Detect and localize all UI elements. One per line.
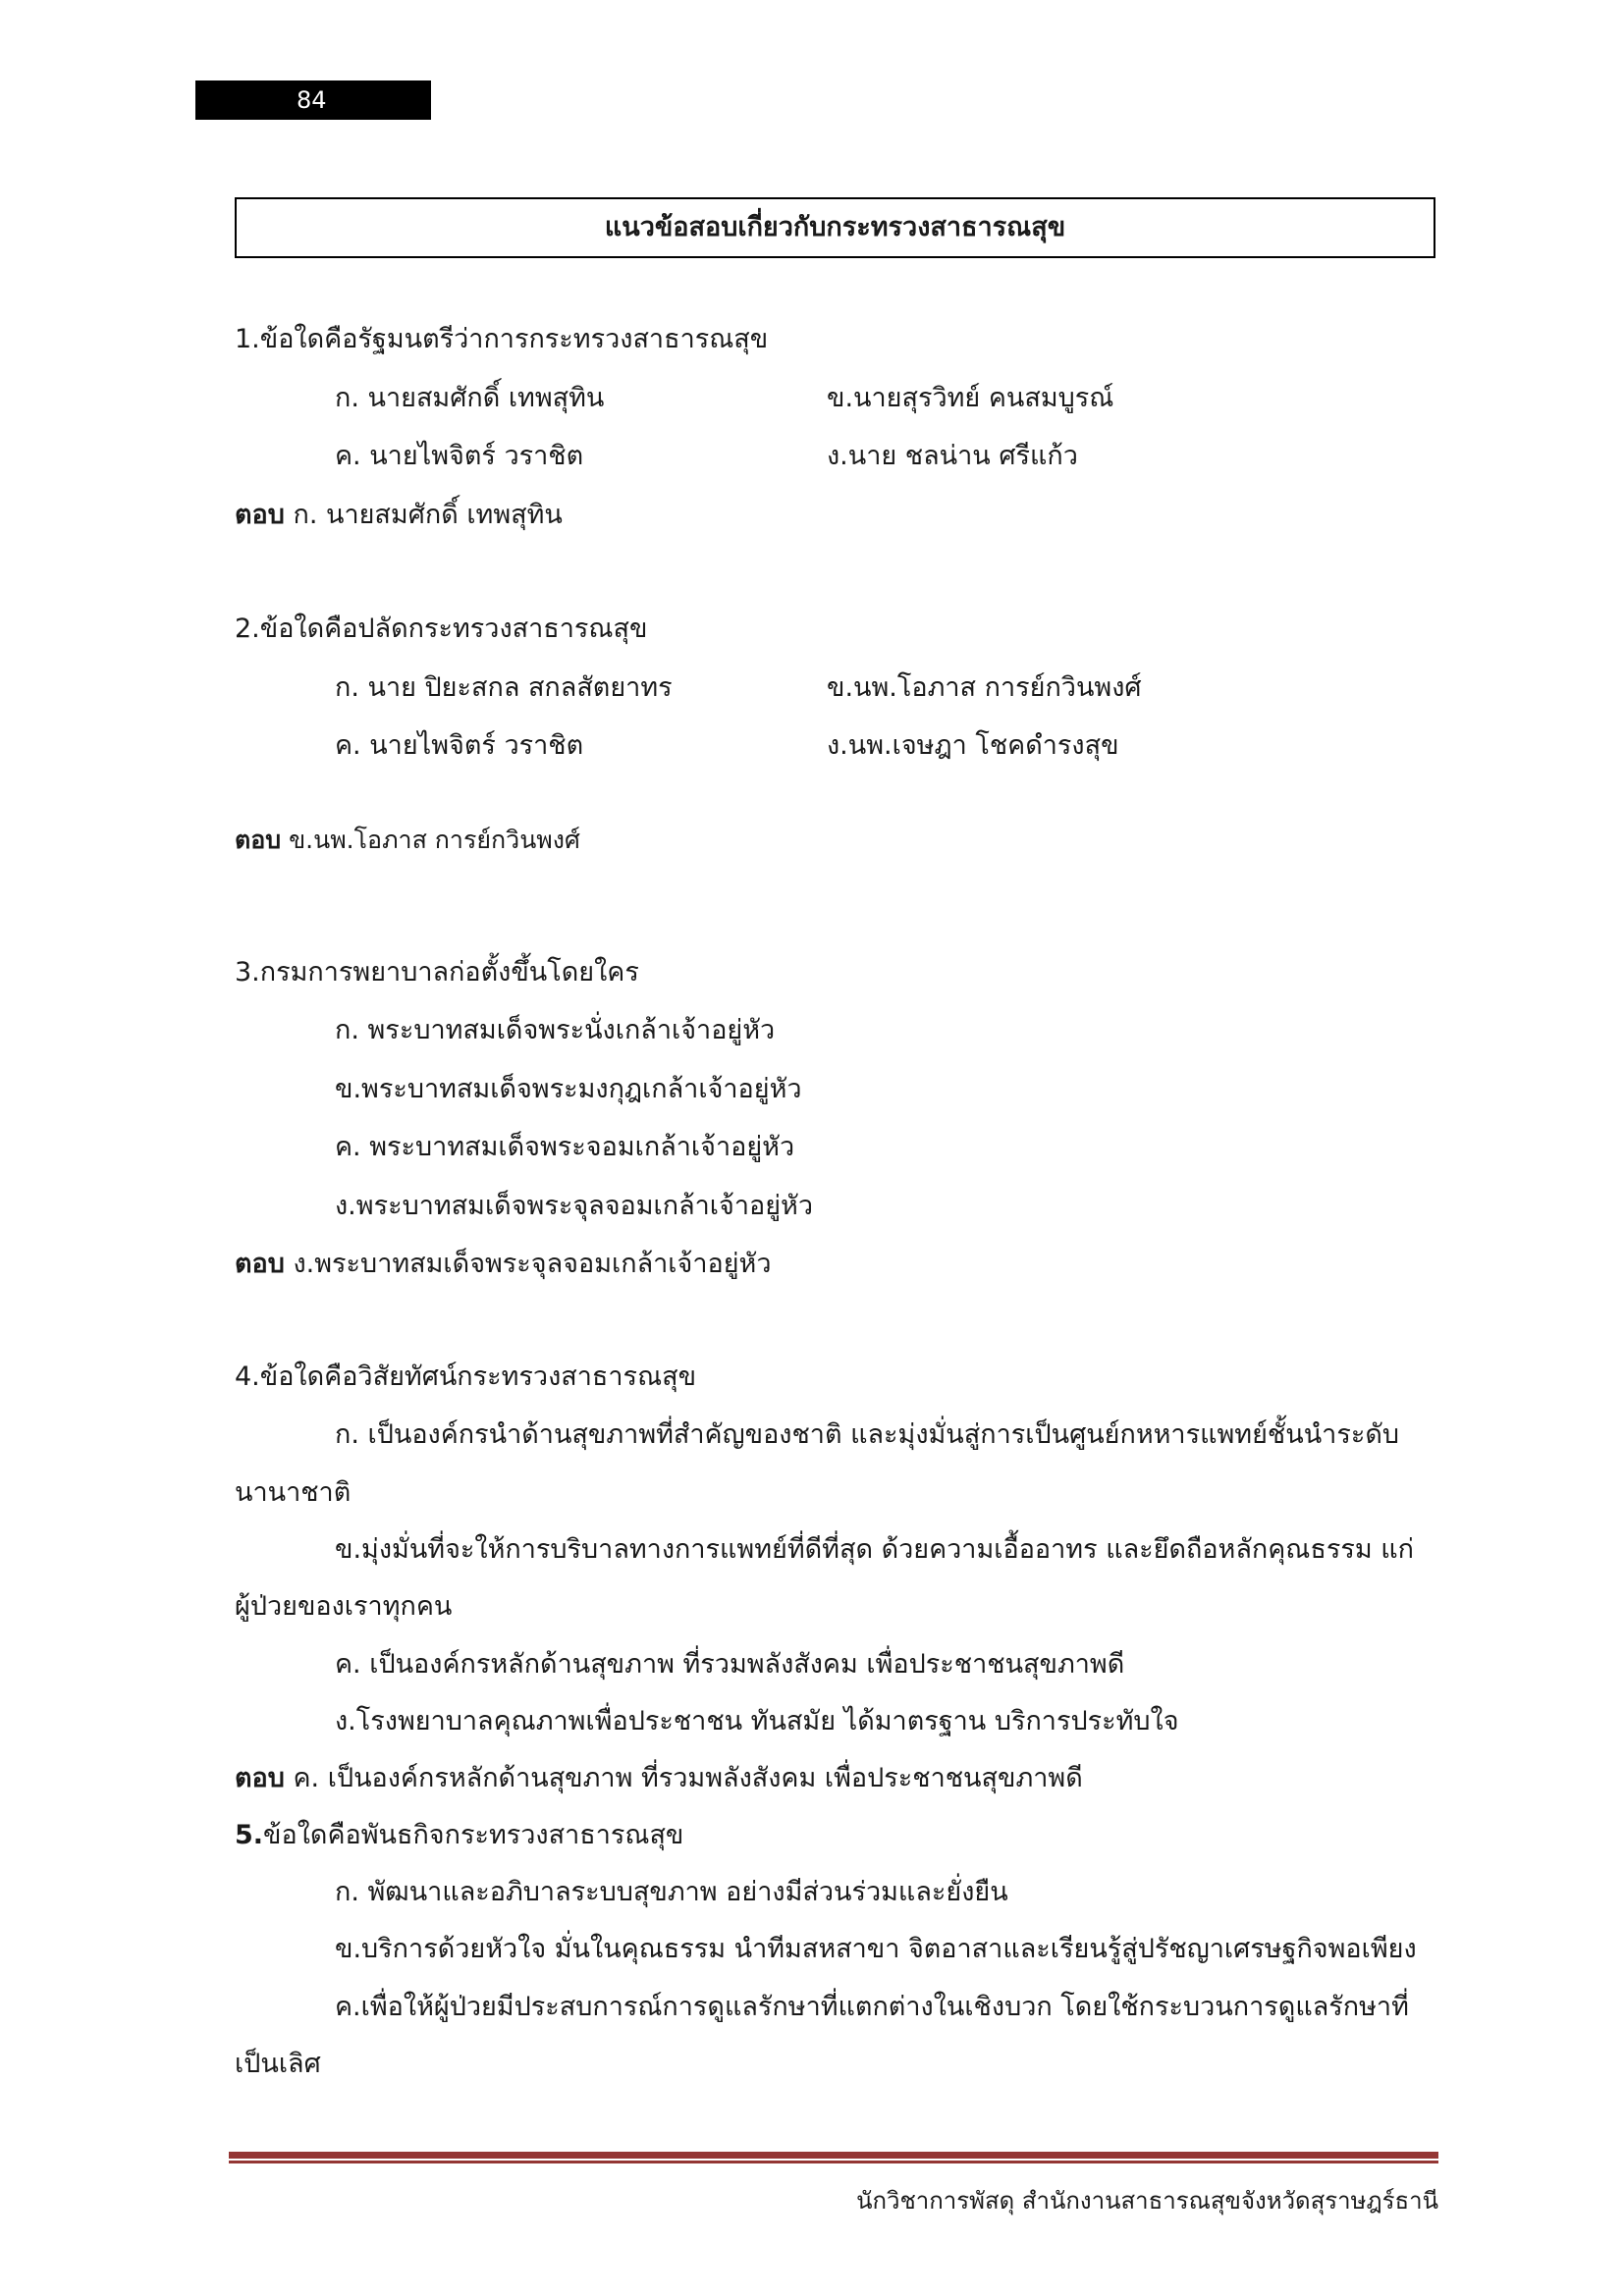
answer-label: ตอบ [235, 500, 285, 530]
q5-option-c: ค.เพื่อให้ผู้ป่วยมีประสบการณ์การดูแลรักษาที่แตกต่างในเชิงบวก โดยใช้กระบวนการดูแลรักษาที่ [335, 1992, 1409, 2022]
q4-option-c: ค. เป็นองค์กรหลักด้านสุขภาพ ที่รวมพลังสังคม เพื่อประชาชนสุขภาพดี [335, 1649, 1125, 1680]
q1-option-a: ก. นายสมศักดิ์ เทพสุทิน [335, 383, 605, 413]
q3-answer [235, 1247, 772, 1282]
q3-option-a: ก. พระบาทสมเด็จพระนั่งเกล้าเจ้าอยู่หัว [335, 1015, 776, 1045]
q5-question [235, 1818, 683, 1853]
q2-option-b: ข.นพ.โอภาส การย์กวินพงศ์ [827, 672, 1142, 703]
q4-answer [235, 1761, 1083, 1796]
answer-label: ตอบ [235, 1763, 285, 1793]
q1-question: 1.ข้อใดคือรัฐมนตรีว่าการกระทรวงสาธารณสุข [235, 324, 769, 354]
q5-question-text: ข้อใดคือพันธกิจกระทรวงสาธารณสุข [263, 1820, 684, 1850]
q4-option-b-cont: ผู้ป่วยของเราทุกคน [235, 1591, 453, 1622]
q1-answer [235, 498, 563, 533]
q4-question: 4.ข้อใดคือวิสัยทัศน์กระทรวงสาธารณสุข [235, 1362, 697, 1392]
footer-text: นักวิชาการพัสดุ สำนักงานสาธารณสุขจังหวัดสุราษฎร์ธานี [856, 2187, 1438, 2215]
q4-option-d: ง.โรงพยาบาลคุณภาพเพื่อประชาชน ทันสมัย ได้มาตรฐาน บริการประทับใจ [335, 1706, 1179, 1736]
q1-answer-text: ก. นายสมศักดิ์ เทพสุทิน [293, 500, 563, 530]
q2-question: 2.ข้อใดคือปลัดกระทรวงสาธารณสุข [235, 614, 648, 644]
page-title: แนวข้อสอบเกี่ยวกับกระทรวงสาธารณสุข [235, 197, 1435, 258]
q2-option-d: ง.นพ.เจษฎา โชคดำรงสุข [827, 730, 1119, 761]
q2-answer [235, 823, 580, 858]
q4-option-a: ก. เป็นองค์กรนำด้านสุขภาพที่สำคัญของชาติ และมุ่งมั่นสู่การเป็นศูนย์กหหารแพทย์ชั้นนำระดับ [335, 1419, 1399, 1450]
q3-question: 3.กรมการพยาบาลก่อตั้งขึ้นโดยใคร [235, 957, 639, 988]
q3-answer-text: ง.พระบาทสมเด็จพระจุลจอมเกล้าเจ้าอยู่หัว [293, 1249, 772, 1279]
q4-answer-text: ค. เป็นองค์กรหลักด้านสุขภาพ ที่รวมพลังสังคม เพื่อประชาชนสุขภาพดี [293, 1763, 1083, 1793]
q2-answer-text: ข.นพ.โอภาส การย์กวินพงศ์ [289, 826, 580, 854]
q4-option-b: ข.มุ่งมั่นที่จะให้การบริบาลทางการแพทย์ที่ดีที่สุด ด้วยความเอื้ออาทร และยึดถือหลักคุณธรรม แก่ [335, 1534, 1414, 1565]
page-number: 84 [195, 80, 431, 120]
q1-option-d: ง.นาย ชลน่าน ศรีแก้ว [827, 441, 1078, 471]
q5-option-b: ข.บริการด้วยหัวใจ มั่นในคุณธรรม นำทีมสหสาขา จิตอาสาและเรียนรู้สู่ปรัชญาเศรษฐกิจพอเพียง [335, 1934, 1417, 1964]
q2-option-c: ค. นายไพจิตร์ วราชิต [335, 730, 584, 761]
q5-option-c-cont: เป็นเลิศ [235, 2049, 321, 2079]
footer-divider-thin [229, 2161, 1438, 2163]
q3-option-d: ง.พระบาทสมเด็จพระจุลจอมเกล้าเจ้าอยู่หัว [335, 1191, 814, 1221]
q3-option-c: ค. พระบาทสมเด็จพระจอมเกล้าเจ้าอยู่หัว [335, 1132, 795, 1162]
q1-option-b: ข.นายสุรวิทย์ คนสมบูรณ์ [827, 383, 1114, 413]
q2-option-a: ก. นาย ปิยะสกล สกลสัตยาทร [335, 672, 673, 703]
answer-label: ตอบ [235, 826, 282, 854]
answer-label: ตอบ [235, 1249, 285, 1279]
q3-option-b: ข.พระบาทสมเด็จพระมงกุฎเกล้าเจ้าอยู่หัว [335, 1074, 802, 1104]
q5-number: 5. [235, 1820, 264, 1850]
q5-option-a: ก. พัฒนาและอภิบาลระบบสุขภาพ อย่างมีส่วนร่วมและยั่งยืน [335, 1877, 1008, 1907]
q1-option-c: ค. นายไพจิตร์ วราชิต [335, 441, 584, 471]
q4-option-a-cont: นานาชาติ [235, 1477, 352, 1508]
footer-divider [229, 2152, 1438, 2159]
